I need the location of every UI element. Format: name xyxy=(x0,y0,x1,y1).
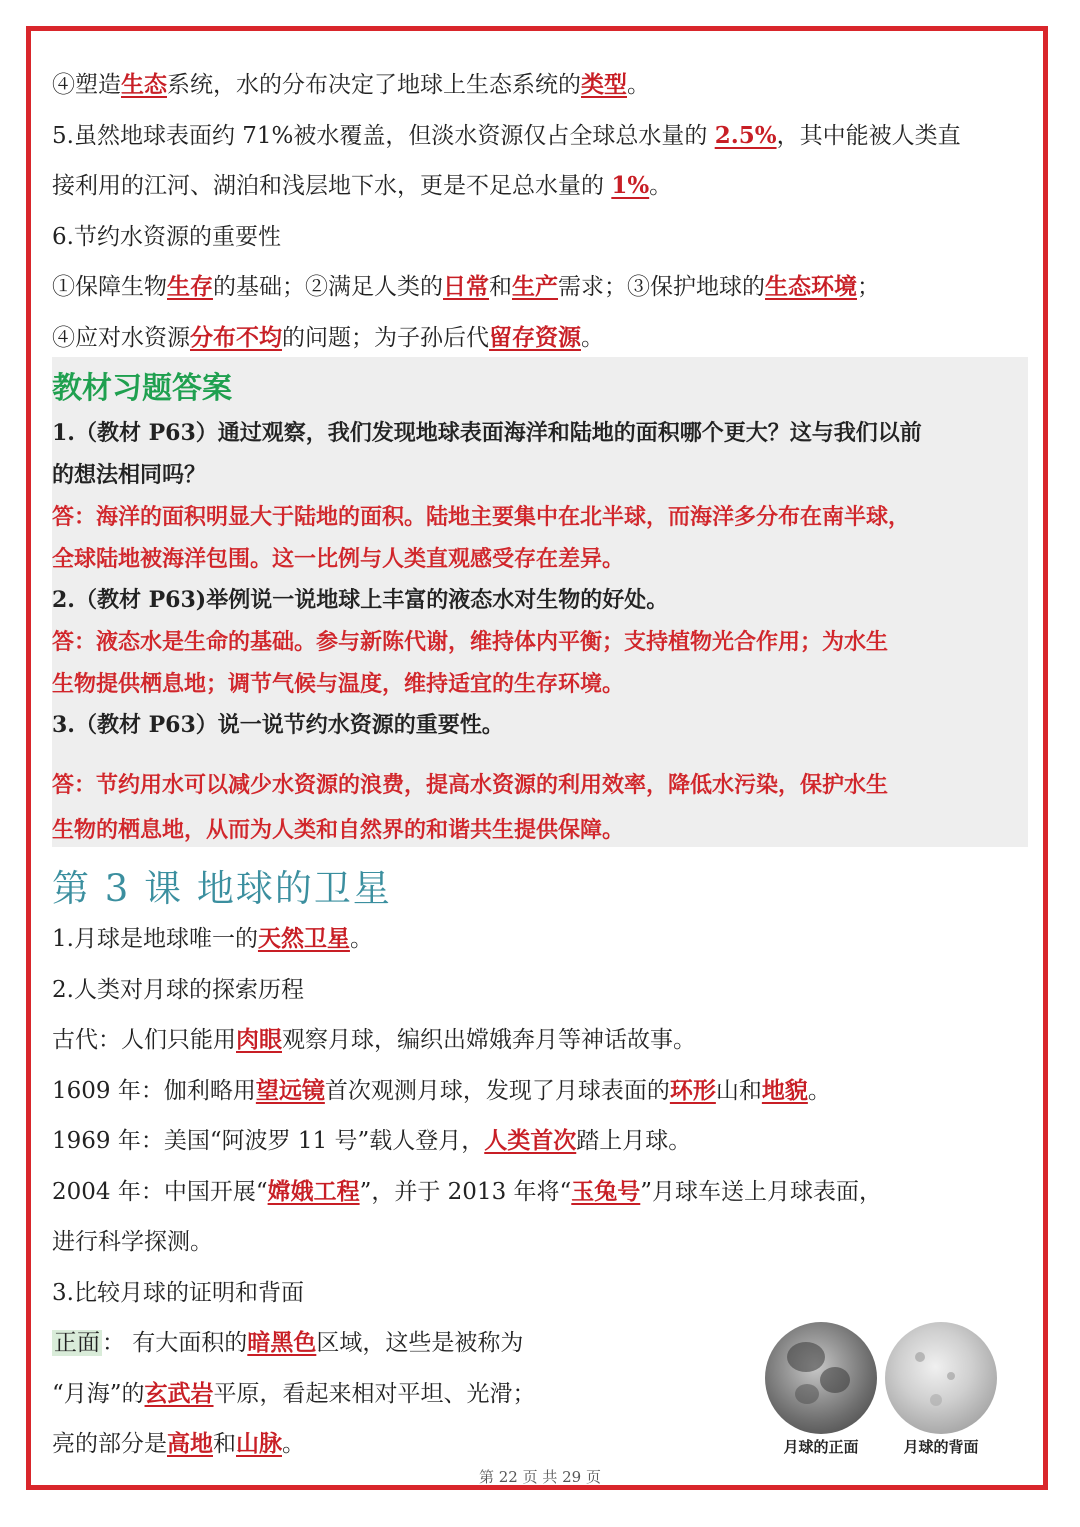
text-line: 古代：人们只能用肉眼观察月球，编织出嫦娥奔月等神话故事。 xyxy=(52,1026,696,1053)
answer-1: 答：海洋的面积明显大于陆地的面积。陆地主要集中在北半球，而海洋多分布在南半球， xyxy=(52,504,911,530)
text-line: 1609 年：伽利略用望远镜首次观测月球，发现了月球表面的环形山和地貌。 xyxy=(52,1076,831,1104)
text-line: 1.月球是地球唯一的天然卫星。 xyxy=(52,925,373,952)
top-section xyxy=(52,60,1032,363)
answers-title: 教材习题答案 xyxy=(52,371,232,406)
heading-line: 2.人类对月球的探索历程 xyxy=(52,976,304,1003)
answer-3: 答：节约用水可以减少水资源的浪费，提高水资源的利用效率，降低水污染，保护水生 xyxy=(52,772,889,798)
keyword: 1% xyxy=(611,172,650,199)
moon-back-image xyxy=(885,1322,997,1434)
heading-line: 3.比较月球的证明和背面 xyxy=(52,1279,304,1306)
lesson-title: 第 3 课 地球的卫星 xyxy=(52,867,392,910)
keyword: 嫦娥工程 xyxy=(267,1177,360,1205)
answer-1-cont: 全球陆地被海洋包围。这一比例与人类直观感受存在差异。 xyxy=(52,546,625,572)
keyword: 环形 xyxy=(669,1076,716,1104)
keyword: 人类首次 xyxy=(484,1127,577,1154)
keyword: 日常 xyxy=(443,273,489,300)
moon-front-caption: 月球的正面 xyxy=(783,1438,859,1456)
keyword: 类型 xyxy=(581,71,627,98)
answer-3-cont: 生物的栖息地，从而为人类和自然界的和谐共生提供保障。 xyxy=(52,817,625,843)
text-line: 亮的部分是高地和山脉。 xyxy=(52,1430,305,1457)
keyword: 肉眼 xyxy=(236,1026,282,1053)
question-1: 1.（教材 P63）通过观察，我们发现地球表面海洋和陆地的面积哪个更大？这与我们以前 xyxy=(52,420,922,446)
text-line: 正面： 有大面积的暗黑色区域，这些是被称为 xyxy=(54,1329,524,1356)
keyword: 地貌 xyxy=(761,1076,808,1104)
answer-2-cont: 生物提供栖息地；调节气候与温度，维持适宜的生存环境。 xyxy=(52,671,625,697)
heading-line: 6.节约水资源的重要性 xyxy=(52,223,281,250)
keyword: 分布不均 xyxy=(190,323,282,351)
text-line: ①保障生物生存的基础；②满足人类的日常和生产需求；③保护地球的生态环境； xyxy=(52,273,880,300)
question-2: 2.（教材 P63)举例说一说地球上丰富的液态水对生物的好处。 xyxy=(52,587,669,613)
keyword: 望远镜 xyxy=(255,1076,325,1104)
moon-back-caption: 月球的背面 xyxy=(903,1438,979,1456)
keyword: 留存资源 xyxy=(489,323,581,351)
answer-2: 答：液态水是生命的基础。参与新陈代谢，维持体内平衡；支持植物光合作用；为水生 xyxy=(52,629,889,655)
keyword: 生产 xyxy=(512,273,558,300)
text-line: 5.虽然地球表面约 71%被水覆盖，但淡水资源仅占全球总水量的 2.5%，其中能被人类直 xyxy=(52,121,961,149)
text-line: 接利用的江河、湖泊和浅层地下水，更是不足总水量的 1%。 xyxy=(52,172,673,199)
keyword: 山脉 xyxy=(236,1430,282,1457)
keyword: 玉兔号 xyxy=(571,1177,641,1205)
question-1-cont: 的想法相同吗？ xyxy=(52,462,207,488)
text-line: 进行科学探测。 xyxy=(52,1229,213,1255)
text-line: 1969 年：美国“阿波罗 11 号”载人登月，人类首次踏上月球。 xyxy=(52,1127,692,1154)
text-line: “月海”的玄武岩平原，看起来相对平坦、光滑； xyxy=(52,1379,536,1407)
highlight-label: 正面 xyxy=(54,1330,100,1356)
keyword: 玄武岩 xyxy=(144,1379,214,1407)
keyword: 生态 xyxy=(121,71,167,98)
text-line: ④塑造生态系统，水的分布决定了地球上生态系统的类型。 xyxy=(52,71,650,98)
keyword: 2.5% xyxy=(714,121,777,149)
keyword: 高地 xyxy=(167,1430,213,1457)
keyword: 暗黑色 xyxy=(247,1329,317,1356)
text-line: 2004 年：中国开展“嫦娥工程”，并于 2013 年将“玉兔号”月球车送上月球表面， xyxy=(52,1177,883,1205)
keyword: 生态环境 xyxy=(765,273,857,300)
question-3: 3.（教材 P63）说一说节约水资源的重要性。 xyxy=(52,712,504,738)
keyword: 天然卫星 xyxy=(257,925,350,952)
moon-front-image xyxy=(765,1322,877,1434)
keyword: 生存 xyxy=(167,273,213,300)
answers-box xyxy=(52,357,1028,847)
text-line: ④应对水资源分布不均的问题；为子孙后代留存资源。 xyxy=(52,323,604,351)
page-number: 第 22 页 共 29 页 xyxy=(478,1468,601,1486)
